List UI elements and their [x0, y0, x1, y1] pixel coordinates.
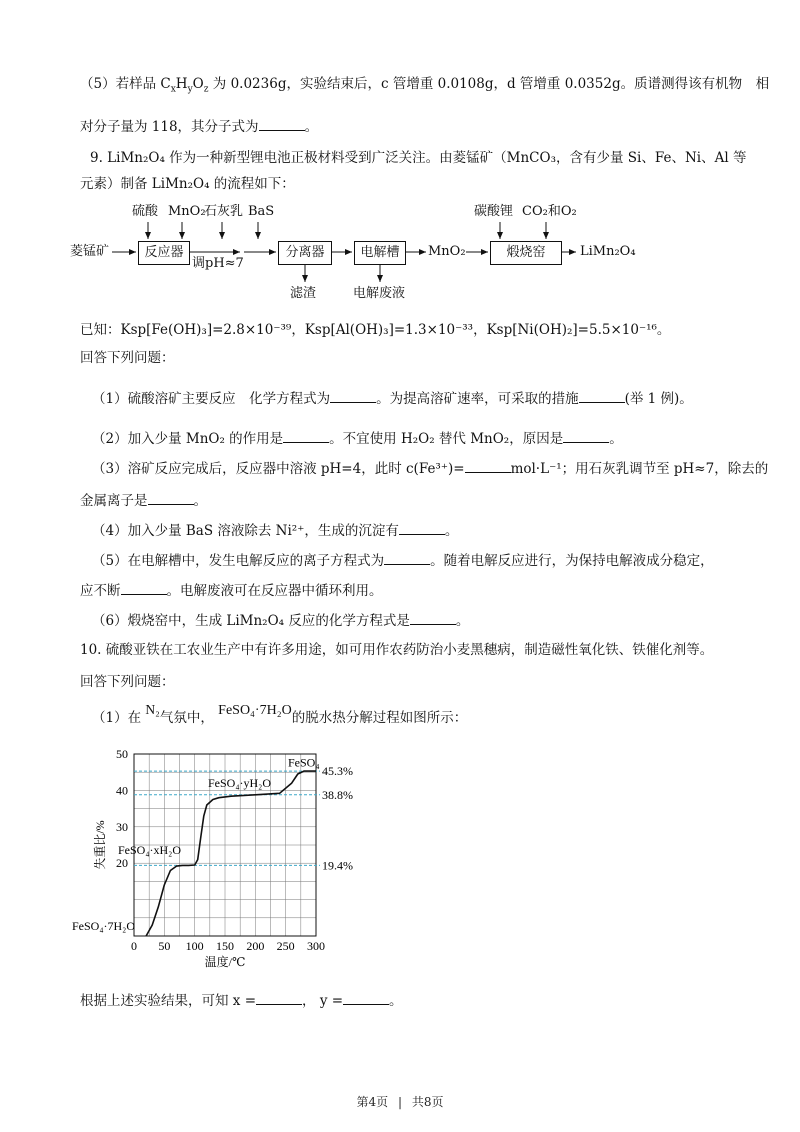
answer-blank[interactable] [399, 520, 445, 535]
answer-blank[interactable] [148, 490, 194, 505]
reagent-mno2: MnO₂ [168, 204, 206, 219]
answer-blank-y[interactable] [343, 990, 389, 1005]
y-tick-label: 30 [116, 819, 128, 834]
q10-part1: （1）在 N₂气氛中， FeSO₄·7H₂O的脱水热分解过程如图所示： [92, 702, 468, 726]
x-axis-label: 温度/℃ [204, 955, 246, 969]
reference-label: 38.8% [322, 787, 353, 802]
ph-note: 调pH≈7 [192, 256, 244, 271]
x-tick-label: 250 [276, 939, 295, 953]
reagent-bas: BaS [248, 204, 275, 219]
feed-label: 菱锰矿 [70, 244, 110, 259]
answer-blank[interactable] [384, 550, 430, 565]
q8-part5-line1: （5）若样品 $C_xH_yO_z$ 为 0.0236g，实验结束后，c 管增重 0.0108g，d 管增重 0.0352g。质谱测得该有机物 相 [80, 76, 770, 95]
x-tick-label: 150 [216, 939, 234, 953]
reference-label: 19.4% [322, 858, 353, 873]
electrolysis-cell-box: 电解槽 [354, 241, 406, 265]
x-tick-label: 0 [131, 939, 137, 953]
tga-chart [70, 740, 370, 980]
answer-prompt: 回答下列问题： [80, 350, 175, 366]
y-tick-label: 20 [116, 856, 128, 871]
species-label: FeSO₄·xH₂O [118, 843, 182, 858]
answer-prompt: 回答下列问题： [80, 674, 175, 690]
y-tick-label: 50 [116, 747, 128, 761]
x-tick-label: 50 [158, 939, 171, 953]
residue-label: 滤渣 [290, 286, 317, 301]
q9-part5-line1: （5）在电解槽中，发生电解反应的离子方程式为 。随着电解反应进行，为保持电解液成分稳定， [92, 550, 714, 571]
process-flowchart [70, 200, 670, 310]
answer-blank[interactable] [330, 388, 376, 403]
species-label: FeSO₄ [288, 755, 320, 770]
q9-part3-line2: 金属离子是 。 [80, 490, 207, 511]
answer-blank[interactable] [465, 458, 511, 473]
reagent-sulfuric-acid: 硫酸 [132, 204, 159, 219]
answer-blank[interactable] [283, 428, 329, 443]
waste-liquid-label: 电解废液 [353, 286, 406, 301]
x-tick-label: 300 [307, 939, 325, 953]
reagent-co2-o2: CO₂和O₂ [522, 204, 577, 219]
q9-intro-line1: 9. LiMn₂O₄ 作为一种新型锂电池正极材料受到广泛关注。由菱锰矿（MnCO₃，含有少量 Si、Fe、Ni、Al 等 [90, 150, 747, 166]
reactor-box: 反应器 [138, 241, 190, 265]
answer-blank[interactable] [563, 428, 609, 443]
q9-part3-line1: （3）溶矿反应完成后，反应器中溶液 pH=4，此时 c(Fe³⁺)= mol·L⁻¹；用石灰乳调节至 pH≈7，除去的 [92, 458, 768, 479]
q10-result: 根据上述实验结果，可知 x = ， y = 。 [80, 990, 403, 1011]
q10-intro: 10. 硫酸亚铁在工农业生产中有许多用途，如可用作农药防治小麦黑穗病，制造磁性氧化铁、铁催化剂等。 [80, 642, 714, 658]
x-tick-label: 100 [185, 939, 204, 953]
q9-part4: （4）加入少量 BaS 溶液除去 Ni²⁺，生成的沉淀有 。 [92, 520, 458, 541]
separator-box: 分离器 [278, 241, 332, 265]
reference-label: 45.3% [322, 764, 353, 779]
answer-blank[interactable] [259, 116, 305, 131]
q9-part5-line2: 应不断 。电解废液可在反应器中循环利用。 [80, 580, 383, 601]
answer-blank-x[interactable] [256, 990, 302, 1005]
page-footer: 第4页 | 共8页 [356, 1095, 444, 1109]
y-axis-label: 失重比/% [93, 820, 107, 870]
y-tick-label: 40 [116, 783, 128, 798]
answer-blank[interactable] [410, 610, 456, 625]
q9-intro-line2: 元素）制备 LiMn₂O₄ 的流程如下： [80, 176, 295, 192]
answer-blank[interactable] [579, 388, 625, 403]
species-label: FeSO₄·7H₂O [72, 919, 136, 933]
product-label: LiMn₂O₄ [580, 244, 636, 259]
q9-part6: （6）煅烧窑中，生成 LiMn₂O₄ 反应的化学方程式是 。 [92, 610, 469, 631]
mno2-output-label: MnO₂ [428, 244, 466, 259]
kiln-box: 煅烧窑 [490, 241, 562, 265]
x-tick-label: 200 [246, 939, 265, 953]
q9-part2: （2）加入少量 MnO₂ 的作用是 。不宜使用 H₂O₂ 替代 MnO₂，原因是 。 [92, 428, 623, 449]
species-label: FeSO₄·yH₂O [208, 775, 272, 790]
q8-part5-line2: 对分子量为 118，其分子式为 。 [80, 116, 318, 137]
answer-blank[interactable] [121, 580, 167, 595]
reagent-lime-milk: 石灰乳 [204, 204, 244, 219]
q9-part1: （1）硫酸溶矿主要反应 化学方程式为 。为提高溶矿速率，可采取的措施 (举 1 例)。 [92, 388, 693, 409]
ksp-known: 已知：Ksp[Fe(OH)₃]=2.8×10⁻³⁹，Ksp[Al(OH)₃]=1.3×10⁻³³，Ksp[Ni(OH)₂]=5.5×10⁻¹⁶。 [80, 322, 671, 338]
reagent-lithium-carbonate: 碳酸锂 [474, 204, 514, 219]
